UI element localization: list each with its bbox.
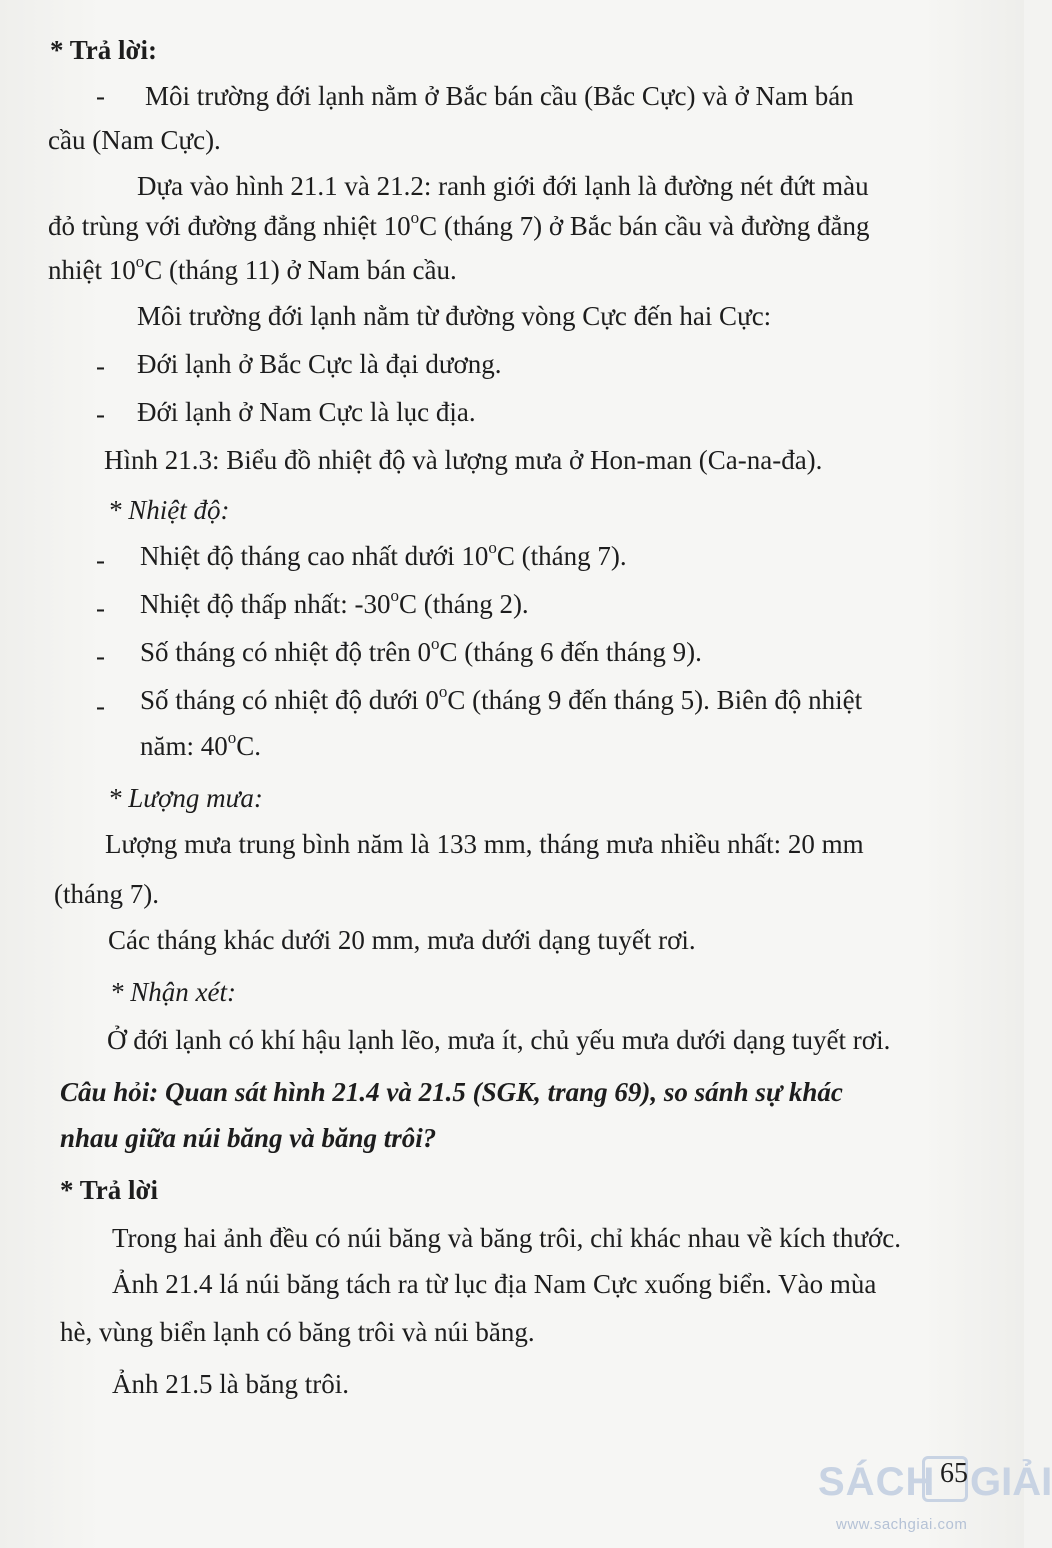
paragraph-line: Lượng mưa trung bình năm là 133 mm, tháng mưa nhiều nhất: 20 mm	[105, 829, 864, 859]
paragraph-line: nhiệt 10$^o$C (tháng 11) ở Nam bán cầu.	[48, 252, 457, 285]
paragraph-line: Trong hai ảnh đều có núi băng và băng trôi, chỉ khác nhau về kích thước.	[112, 1223, 901, 1253]
section-heading-nhan-xet: * Nhận xét:	[110, 977, 236, 1007]
section-heading-luong-mua: * Lượng mưa:	[108, 783, 263, 813]
list-item: Số tháng có nhiệt độ dưới 0$^o$C (tháng 9 đến tháng 5). Biên độ nhiệt	[140, 682, 863, 715]
bullet-dash: -	[96, 81, 105, 111]
bullet-dash: -	[96, 545, 105, 575]
list-item: Số tháng có nhiệt độ trên 0$^o$C (tháng 6 đến tháng 9).	[140, 634, 702, 667]
figure-caption: Hình 21.3: Biểu đồ nhiệt độ và lượng mưa ở Hon-man (Ca-na-đa).	[104, 445, 823, 475]
paragraph-line: Ảnh 21.4 lá núi băng tách ra từ lục địa Nam Cực xuống biển. Vào mùa	[112, 1269, 877, 1299]
sachgiai-watermark-logo	[818, 1452, 1052, 1542]
paragraph-line: Ở đới lạnh có khí hậu lạnh lẽo, mưa ít, chủ yếu mưa dưới dạng tuyết rơi.	[107, 1025, 891, 1055]
bullet-dash: -	[96, 641, 105, 671]
paragraph-line: Môi trường đới lạnh nằm từ đường vòng Cực đến hai Cực:	[137, 301, 772, 331]
watermark-url: www.sachgiai.com	[836, 1516, 968, 1533]
paragraph-line: hè, vùng biển lạnh có băng trôi và núi băng.	[60, 1317, 535, 1347]
section-heading-nhiet-do: * Nhiệt độ:	[108, 495, 230, 525]
watermark-brand-left: SÁCH	[818, 1460, 936, 1504]
question-line: nhau giữa núi băng và băng trôi?	[60, 1123, 437, 1153]
bullet-dash: -	[96, 593, 105, 623]
question-line: Câu hỏi: Quan sát hình 21.4 và 21.5 (SGK, trang 69), so sánh sự khác	[60, 1077, 843, 1107]
list-item: Đới lạnh ở Bắc Cực là đại dương.	[137, 349, 502, 379]
list-item: Đới lạnh ở Nam Cực là lục địa.	[137, 397, 476, 427]
paragraph-line: (tháng 7).	[54, 879, 159, 909]
paragraph-line: đỏ trùng với đường đẳng nhiệt 10$^o$C (tháng 7) ở Bắc bán cầu và đường đẳng	[48, 208, 870, 241]
paragraph-line: cầu (Nam Cực).	[48, 125, 221, 155]
list-item: Nhiệt độ tháng cao nhất dưới 10$^o$C (tháng 7).	[140, 538, 627, 571]
page-number: 65	[940, 1458, 968, 1489]
bullet-dash: -	[96, 399, 105, 429]
list-item-continuation: năm: 40$^o$C.	[140, 728, 262, 761]
answer-heading: * Trả lời:	[50, 35, 157, 65]
paragraph-line: Môi trường đới lạnh nằm ở Bắc bán cầu (Bắc Cực) và ở Nam bán	[145, 81, 854, 111]
watermark-brand-right: GIẢI	[970, 1460, 1052, 1504]
bullet-dash: -	[96, 351, 105, 381]
bullet-dash: -	[96, 691, 105, 721]
answer-heading: * Trả lời	[60, 1175, 158, 1205]
paragraph-line: Ảnh 21.5 là băng trôi.	[112, 1369, 349, 1399]
paragraph-line: Dựa vào hình 21.1 và 21.2: ranh giới đới lạnh là đường nét đứt màu	[137, 171, 869, 201]
paragraph-line: Các tháng khác dưới 20 mm, mưa dưới dạng tuyết rơi.	[108, 925, 696, 955]
list-item: Nhiệt độ thấp nhất: -30$^o$C (tháng 2).	[140, 586, 529, 619]
